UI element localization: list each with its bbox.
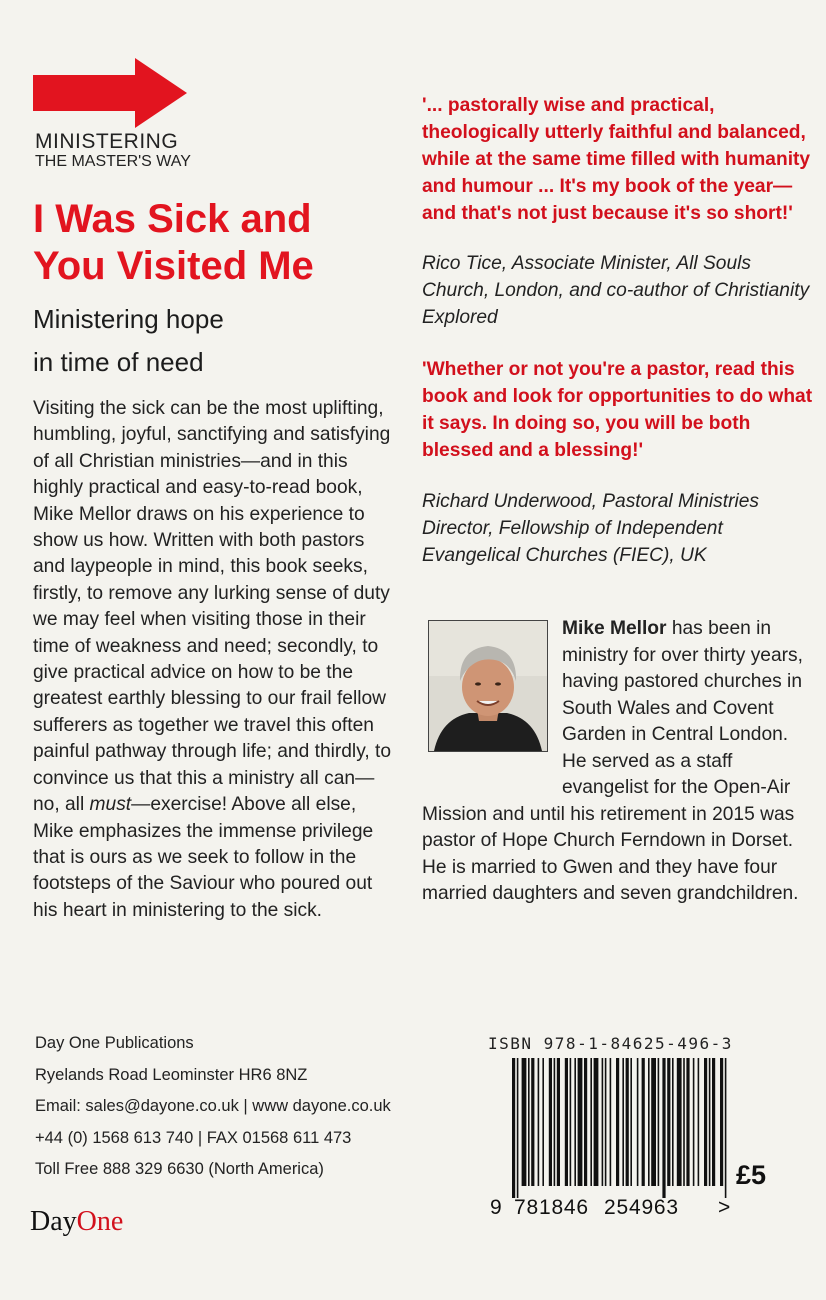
publisher-name: Day One Publications bbox=[35, 1034, 194, 1052]
barcode-digits-right: 254963 bbox=[604, 1196, 679, 1219]
endorsement-quote-2: 'Whether or not you're a pastor, read this book and look for opportunities to do what it says. In doing so, you will be both blessed and a blessing!' bbox=[422, 359, 813, 461]
description-text-2: —exercise! Above all else, Mike emphasizes the immense privilege that is ours as we seek to follow in the footsteps of the Saviour who poured out his heart in ministering to the sick. bbox=[33, 794, 374, 921]
book-subtitle-line-2: in time of need bbox=[33, 347, 204, 377]
author-name: Mike Mellor bbox=[562, 618, 667, 639]
book-subtitle-line-1: Ministering hope bbox=[33, 304, 224, 334]
endorsement-quote-1: '... pastorally wise and practical, theologically utterly faithful and balanced, while at the same time filled with humanity and humour ... It's my book of the year—and that's not just because it's so short!' bbox=[422, 95, 811, 224]
publisher-address: Ryelands Road Leominster HR6 8NZ bbox=[35, 1065, 308, 1084]
book-description bbox=[33, 396, 395, 924]
publisher-toll-free: Toll Free 888 329 6630 (North America) bbox=[35, 1160, 324, 1178]
book-title bbox=[33, 196, 413, 290]
publisher-info bbox=[35, 1028, 391, 1186]
description-emphasis: must bbox=[89, 794, 132, 816]
author-bio-text: has been in ministry for over thirty years, having pastored churches in South Wales and Covent Garden in Central London. He served as a staff evangelist for the Open-Air Mission and until his retirement in 2015 was pastor of Hope Church Ferndown in Dorset. He is married to Gwen and they have four married daughters and seven grandchildren. bbox=[422, 618, 803, 904]
price-label: £5 bbox=[736, 1160, 767, 1190]
barcode-digits-left: 781846 bbox=[514, 1196, 589, 1219]
endorsement-attribution-2: Richard Underwood, Pastoral Ministries Director, Fellowship of Independent Evangelical Churches (FIEC), UK bbox=[422, 491, 759, 566]
logo-one: One bbox=[76, 1206, 124, 1237]
barcode-digit-first: 9 bbox=[490, 1196, 503, 1219]
publisher-email-web: Email: sales@dayone.co.uk | www dayone.co.uk bbox=[35, 1097, 391, 1115]
book-title-line-2: You Visited Me bbox=[33, 244, 314, 288]
endorsement-attribution-1: Rico Tice, Associate Minister, All Souls Church, London, and co-author of Christianity Explored bbox=[422, 253, 810, 328]
publisher-logo bbox=[30, 1206, 123, 1238]
logo-day: Day bbox=[30, 1206, 77, 1237]
isbn-label: ISBN 978-1-84625-496-3 bbox=[488, 1034, 733, 1053]
barcode-image bbox=[512, 1058, 728, 1198]
author-bio bbox=[422, 616, 817, 908]
series-arrow-icon bbox=[33, 58, 187, 128]
book-title-line-1: I Was Sick and bbox=[33, 197, 312, 241]
book-subtitle bbox=[33, 298, 393, 384]
barcode-quiet-mark: > bbox=[718, 1196, 732, 1219]
publisher-phone-fax: +44 (0) 1568 613 740 | FAX 01568 611 473 bbox=[35, 1128, 352, 1147]
series-subtitle: THE MASTER'S WAY bbox=[35, 153, 191, 170]
description-text-1: Visiting the sick can be the most uplifting, humbling, joyful, sanctifying and satisfying of all Christian ministries—and in this highly practical and easy-to-read book, Mike Mellor draws on his experience to show us how. Written with both pastors and laypeople in mind, this book seeks, firstly, to remove any lurking sense of duty we may feel when visiting those in their time of weakness and need; secondly, to give practical advice on how to be the greatest earthly blessing to our frail fellow sufferers as together we travel this often painful pathway through life; and thirdly, to convince us that this a ministry all can—no, all bbox=[33, 398, 392, 816]
series-name: MINISTERING bbox=[35, 130, 179, 153]
